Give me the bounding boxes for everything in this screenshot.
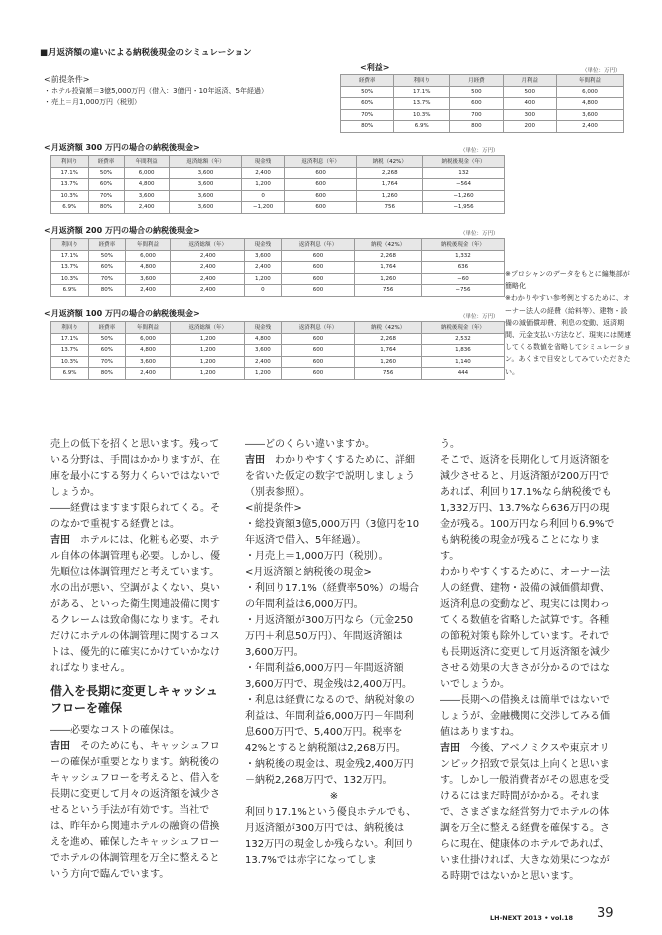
table-cell: 3,600 (125, 356, 171, 368)
paragraph (440, 741, 618, 885)
table-cell: 2,400 (245, 262, 281, 274)
simulation-title: ■月返済額の違いによる納税後現金のシミュレーション (40, 48, 252, 58)
table-cell: 10.3% (394, 109, 450, 121)
paragraph: ――必要なコストの確保は。 (50, 725, 180, 736)
table-cell: 600 (281, 262, 355, 274)
table-cell: 600 (450, 98, 503, 110)
body-column-2 (245, 437, 423, 869)
table-cell: 4,800 (125, 262, 171, 274)
table-cell: 1,764 (357, 179, 423, 191)
speaker-name: 吉田 (245, 455, 265, 466)
body-column-1 (50, 437, 228, 883)
table-cell: 1,200 (171, 368, 245, 380)
table-row (51, 167, 505, 179)
table-cell: 4,800 (125, 345, 171, 357)
table-header-cell: 年間利益 (556, 75, 623, 87)
table-cell: 6,000 (556, 86, 623, 98)
table-cell: 600 (284, 179, 357, 191)
table-header-cell: 納税後現金（年） (423, 156, 505, 168)
list-item: ・利回り17.1%（経費率50%）の場合の年間利益は6,000万円。 (245, 583, 419, 610)
table-cell: 2,400 (171, 273, 245, 285)
table-cell: 3,600 (169, 167, 242, 179)
table-cell: 3,600 (556, 109, 623, 121)
table-cell: 60% (341, 98, 394, 110)
table-cell: 3,600 (169, 202, 242, 214)
table-cell: 50% (88, 167, 124, 179)
table-cell: 4,800 (245, 333, 281, 345)
paragraph: ――どのくらい違いますか。 (245, 439, 375, 450)
table-cell: 60% (89, 262, 125, 274)
table-cell: 500 (503, 86, 556, 98)
table-cell: 600 (284, 202, 357, 214)
table-header-cell: 返済総額（年） (171, 322, 245, 334)
table-cell: 1,200 (245, 368, 281, 380)
list-item: ・総投資額3億5,000万円（3億円を10年返済で借入、5年経過）。 (245, 519, 420, 546)
table-header-cell: 返済総額（年） (169, 156, 242, 168)
table-cell: 1,200 (242, 179, 284, 191)
table-cell: −564 (423, 179, 505, 191)
table-row (341, 109, 624, 121)
table-100 (50, 321, 505, 380)
table-cell: 1,260 (357, 190, 423, 202)
table-cell: 50% (89, 333, 125, 345)
table-header-cell: 返済利息（年） (281, 239, 355, 251)
table-cell: 3,600 (124, 190, 169, 202)
table-cell: 2,268 (355, 333, 422, 345)
table-cell: 600 (281, 250, 355, 262)
table-cell: 3,600 (169, 190, 242, 202)
table-unit-300: （単位：万円） (460, 148, 499, 154)
table-header-cell: 返済利息（年） (284, 156, 357, 168)
table-cell: 70% (341, 109, 394, 121)
table-cell: 13.7% (394, 98, 450, 110)
table-cell: 1,200 (171, 333, 245, 345)
table-cell: 80% (88, 202, 124, 214)
table-cell: 13.7% (51, 262, 89, 274)
table-header-cell: 経費率 (341, 75, 394, 87)
table-header-cell: 年間利益 (124, 156, 169, 168)
table-cell: 6.9% (394, 121, 450, 133)
table-cell: 80% (89, 368, 125, 380)
table-cell: 200 (503, 121, 556, 133)
table-cell: 60% (89, 345, 125, 357)
table-cell: −1,956 (423, 202, 505, 214)
table-row (51, 368, 505, 380)
table-cell: 1,140 (421, 356, 504, 368)
table-cell: 13.7% (51, 179, 89, 191)
table-cell: 80% (89, 285, 125, 297)
table-header-cell: 利回り (51, 239, 89, 251)
table-row (51, 285, 505, 297)
condition-line: ・ホテル投資額＝3億5,000万円（借入：3億円・10年返済、5年経過） (44, 87, 268, 95)
table-cell: 3,600 (245, 345, 281, 357)
table-cell: 3,600 (169, 179, 242, 191)
speaker-name: 吉田 (50, 741, 70, 752)
table-header-cell: 年間利益 (125, 322, 171, 334)
list-item: ・月返済額が300万円なら（元金250万円＋利息50万円）、年間返済額は3,600万円。 (245, 615, 414, 658)
table-unit-200: （単位：万円） (460, 231, 499, 237)
table-cell: 70% (89, 273, 125, 285)
table-cell: 2,400 (556, 121, 623, 133)
table-cell: 2,400 (245, 356, 281, 368)
table-cell: 600 (284, 167, 357, 179)
paragraph (245, 453, 423, 501)
paragraph (50, 739, 228, 883)
table-cell: 756 (355, 285, 422, 297)
table-cell: 0 (242, 190, 284, 202)
paragraph: 利回り17.1%という優良ホテルでも、月返済額が300万円では、納税後は132万円の現金しか残らない。利回り13.7%では赤字になってしま (245, 807, 417, 866)
list-item: ・利息は経費になるので、納税対象の利益は、年間利益6,000万円－年間利息600万円で、5,400万円。税率を42%とすると納税額は2,268万円。 (245, 695, 415, 754)
table-cell: 70% (88, 190, 124, 202)
paragraph: わかりやすくするために、オーナー法人の経費、建物・設備の減価償却費、返済利息の変動など、現実には関わってくる数値を省略した試算です。各種の節税対策も除外しています。それでも長期返済に変更して月返済額を減少させる効果の大きさが分かるのではないでしょうか。 (440, 567, 610, 690)
table-row (341, 98, 624, 110)
table-header-cell: 利回り (51, 322, 89, 334)
table-cell: 6,000 (125, 333, 171, 345)
body-column-3 (440, 437, 618, 885)
table-header-cell: 月利益 (503, 75, 556, 87)
table-cell: 600 (284, 190, 357, 202)
table-cell: 600 (281, 356, 355, 368)
table-cell: 17.1% (51, 250, 89, 262)
list-item: <前提条件> (245, 503, 302, 514)
table-unit-100: （単位：万円） (460, 314, 499, 320)
table-header-cell: 現金残 (242, 156, 284, 168)
table-200 (50, 238, 505, 297)
paragraph: 売上の低下を招くと思います。残っている分野は、手間はかかりますが、在庫を最小にする努力くらいではないでしょうか。 (50, 439, 220, 498)
list-item: ・納税後の現金は、現金残2,400万円－納税2,268万円で、132万円。 (245, 759, 414, 786)
list-item: ・年間利益6,000万円－年間返済額3,600万円で、現金残は2,400万円。 (245, 663, 413, 690)
table-row (51, 179, 505, 191)
table-cell: 6.9% (51, 202, 89, 214)
table-header-row (51, 239, 505, 251)
table-title-300: <月返済額 300 万円の場合の納税後現金> (44, 143, 200, 152)
table-cell: 1,836 (421, 345, 504, 357)
conditions-heading: <前提条件> (44, 75, 90, 84)
table-header-cell: 月経費 (450, 75, 503, 87)
table-cell: 132 (423, 167, 505, 179)
table-cell: −1,260 (423, 190, 505, 202)
table-row (51, 190, 505, 202)
table-cell: 600 (281, 273, 355, 285)
table-cell: 80% (341, 121, 394, 133)
table-cell: 1,200 (171, 356, 245, 368)
table-header-cell: 納税（42%） (357, 156, 423, 168)
table-cell: 17.1% (51, 333, 89, 345)
table-cell: 600 (281, 368, 355, 380)
table-cell: 1,764 (355, 262, 422, 274)
table-cell: 60% (88, 179, 124, 191)
paragraph (50, 533, 228, 677)
table-cell: 50% (341, 86, 394, 98)
list-item: <月返済額と納税後の現金> (245, 567, 372, 578)
table-300 (50, 155, 505, 214)
table-header-row (51, 156, 505, 168)
speaker-name: 吉田 (50, 535, 70, 546)
table-header-cell: 経費率 (88, 156, 124, 168)
table-cell: 0 (245, 285, 281, 297)
table-cell: 70% (89, 356, 125, 368)
table-header-cell: 現金残 (245, 322, 281, 334)
list-item: ・月売上＝1,000万円（税別）。 (245, 551, 389, 562)
page-number: 39 (597, 906, 614, 921)
table-header-cell: 年間利益 (125, 239, 171, 251)
paragraph-text: ホテルには、化粧も必要、ホテル自体の体調管理も必要。しかし、優先順位は体調管理だと考えています。水の出が悪い、空調がよくない、臭いがある、といった衛生関連設備に関するクレームは致命傷になります。それだけにホテルの体調管理に関するコストは、優先的に確実にかけていかなければなりません。 (50, 535, 220, 674)
table-header-row (341, 75, 624, 87)
paragraph-text: 今後、アベノミクスや東京オリンピック招致で景気は上向くと思います。しかし一般消費者がその恩恵を受けるにはまだ時間がかかる。それまで、さまざまな経営努力でホテルの体調を万全に整える経費を確保する。さらに現在、健康体のホテルであれば、いま仕掛ければ、大きな効果につながる時期ではないかと思います。 (440, 743, 610, 882)
table-row (51, 345, 505, 357)
table-cell: 6,000 (124, 167, 169, 179)
table-header-cell: 経費率 (89, 322, 125, 334)
table-cell: 2,400 (125, 368, 171, 380)
table-row (51, 262, 505, 274)
table-header-cell: 返済総額（年） (171, 239, 245, 251)
table-header-cell: 納税（42%） (355, 239, 422, 251)
table-cell: 756 (355, 368, 422, 380)
table-cell: 756 (357, 202, 423, 214)
profit-table (340, 74, 624, 133)
profit-unit: （単位：万円） (582, 68, 621, 74)
table-row (341, 121, 624, 133)
table-cell: 2,400 (242, 167, 284, 179)
table-note: ※プロシャンのデータをもとに編集部が簡略化 ※わかりやすい参考例とするために、オーナー法人の経費（給料等）、建物・設備の減価償却費、利息の変動、返済期間、元金支払い方法など、現実には関連してくる数値を省略してシミュレーション。あくまで目安としてみていただきたい。 (505, 270, 631, 376)
paragraph: そこで、返済を長期化して月返済額を減少させると、月返済額が200万円であれば、利回り17.1%なら納税後でも1,332万円、13.7%なら636万円の現金が残る。100万円なら利回り6.9%でも納税後の現金が残ることになります。 (440, 455, 615, 562)
table-cell: 636 (421, 262, 504, 274)
table-cell: −60 (421, 273, 504, 285)
table-header-cell: 納税（42%） (355, 322, 422, 334)
table-cell: 400 (503, 98, 556, 110)
table-cell: 1,764 (355, 345, 422, 357)
table-cell: 800 (450, 121, 503, 133)
table-header-cell: 納税後現金（年） (421, 239, 504, 251)
table-cell: 600 (281, 333, 355, 345)
table-cell: 6.9% (51, 368, 89, 380)
table-cell: 1,332 (421, 250, 504, 262)
table-cell: 500 (450, 86, 503, 98)
profit-heading: <利益> (360, 63, 390, 72)
table-row (51, 273, 505, 285)
table-cell: 6,000 (125, 250, 171, 262)
paragraph-text: そのためにも、キャッシュフローの確保が重要となります。納税後のキャッシュフローを考えると、借入を長期に変更して月々の返済額を減少させるという手法が有効です。当社では、昨年から関連ホテルの融資の借換えを進め、確保したキャッシュフローでホテルの体調管理を万全に整えるという方向で臨んでいます。 (50, 741, 220, 880)
table-title-200: <月返済額 200 万円の場合の納税後現金> (44, 226, 200, 235)
table-header-cell: 返済利息（年） (281, 322, 355, 334)
table-cell: 2,400 (124, 202, 169, 214)
table-header-row (51, 322, 505, 334)
footer-magazine: LH-NEXT 2013 • vol.18 (490, 914, 574, 922)
table-cell: 2,268 (357, 167, 423, 179)
table-cell: 6.9% (51, 285, 89, 297)
table-cell: 10.3% (51, 356, 89, 368)
table-cell: 4,800 (556, 98, 623, 110)
table-cell: 2,400 (171, 250, 245, 262)
table-header-cell: 現金残 (245, 239, 281, 251)
condition-line: ・売上＝月1,000万円（税別） (44, 98, 142, 106)
table-cell: 2,400 (125, 285, 171, 297)
table-row (51, 250, 505, 262)
table-cell: 600 (281, 285, 355, 297)
table-cell: 1,260 (355, 273, 422, 285)
table-header-cell: 納税後現金（年） (421, 322, 504, 334)
table-cell: 1,260 (355, 356, 422, 368)
table-cell: 1,200 (171, 345, 245, 357)
table-header-cell: 利回り (51, 156, 89, 168)
table-cell: 10.3% (51, 190, 89, 202)
table-row (51, 333, 505, 345)
table-cell: −1,200 (242, 202, 284, 214)
table-cell: 600 (281, 345, 355, 357)
table-header-cell: 利回り (394, 75, 450, 87)
table-cell: 300 (503, 109, 556, 121)
paragraph-text: わかりやすくするために、詳細を省いた仮定の数字で説明しましょう（別表参照）。 (245, 455, 415, 498)
table-cell: 2,400 (171, 262, 245, 274)
speaker-name: 吉田 (440, 743, 460, 754)
separator-mark: ※ (329, 791, 339, 802)
table-cell: 17.1% (51, 167, 89, 179)
table-cell: 50% (89, 250, 125, 262)
table-header-cell: 経費率 (89, 239, 125, 251)
table-cell: 1,200 (245, 273, 281, 285)
paragraph: ――経費はますます限られてくる。そのなかで重視する経費とは。 (50, 503, 220, 530)
section-heading: 借入を長期に変更しキャッシュフローを確保 (50, 684, 218, 715)
table-row (51, 202, 505, 214)
table-cell: 10.3% (51, 273, 89, 285)
table-cell: 17.1% (394, 86, 450, 98)
table-cell: 13.7% (51, 345, 89, 357)
table-cell: −756 (421, 285, 504, 297)
table-cell: 4,800 (124, 179, 169, 191)
table-cell: 700 (450, 109, 503, 121)
table-cell: 2,532 (421, 333, 504, 345)
paragraph: う。 (440, 439, 460, 450)
table-cell: 3,600 (245, 250, 281, 262)
paragraph: ――長期への借換えは簡単ではないでしょうが、金融機関に交渉してみる価値はありますね。 (440, 695, 610, 738)
table-cell: 3,600 (125, 273, 171, 285)
table-row (51, 356, 505, 368)
table-title-100: <月返済額 100 万円の場合の納税後現金> (44, 309, 200, 318)
table-row (341, 86, 624, 98)
table-cell: 2,400 (171, 285, 245, 297)
table-cell: 2,268 (355, 250, 422, 262)
table-cell: 444 (421, 368, 504, 380)
